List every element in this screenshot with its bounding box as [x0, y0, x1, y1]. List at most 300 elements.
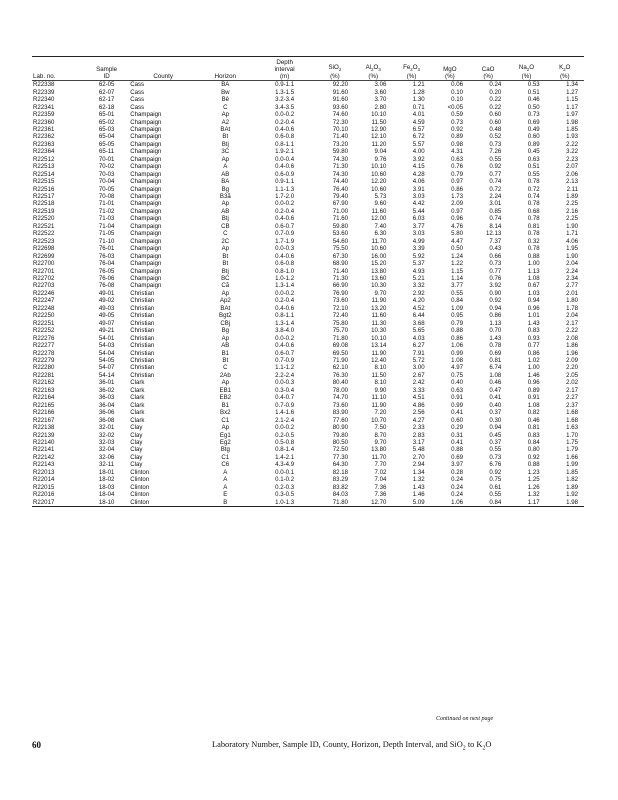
- cell-al2o3: 10.10: [371, 111, 387, 119]
- cell-k2o: 2.06: [566, 170, 578, 178]
- cell-sample-id: 49-21: [98, 327, 115, 335]
- cell-fe2o3: 3.03: [412, 193, 425, 201]
- cell-lab-no: R22013: [33, 468, 55, 476]
- cell-al2o3: 10.60: [371, 170, 387, 178]
- cell-cao: 0.77: [489, 170, 502, 178]
- table-row: [32, 432, 584, 439]
- table-row: [32, 379, 584, 386]
- cell-lab-no: R22360: [33, 118, 55, 126]
- cell-mgo: 0.24: [451, 491, 463, 499]
- cell-mgo: 0.91: [451, 394, 463, 402]
- cell-horizon: EB2: [219, 394, 232, 402]
- cell-sio2: 93.60: [332, 103, 349, 111]
- cell-county: Clay: [130, 446, 143, 454]
- cell-horizon: EB1: [219, 386, 232, 394]
- cell-na2o: 0.88: [527, 252, 540, 260]
- cell-k2o: 2.25: [566, 200, 578, 208]
- table-row: [32, 223, 584, 230]
- cell-county: Champaign: [130, 207, 162, 215]
- col-header-mgo: MgO (%): [443, 66, 457, 81]
- cell-cao: 0.92: [489, 468, 502, 476]
- table-row: [32, 141, 584, 148]
- table-row: [32, 268, 584, 275]
- cell-mgo: 0.84: [451, 297, 463, 305]
- cell-na2o: 0.78: [527, 200, 540, 208]
- table-row: [32, 238, 584, 245]
- cell-sio2: 74.30: [332, 170, 349, 178]
- cell-cao: 0.30: [489, 416, 502, 424]
- cell-cao: 0.94: [489, 304, 502, 312]
- cell-al2o3: 12.40: [371, 357, 387, 364]
- cell-fe2o3: 2.42: [412, 379, 425, 387]
- cell-depth: 3.8-4.0: [275, 327, 295, 335]
- cell-depth: 0.0-0.2: [275, 111, 295, 119]
- cell-al2o3: 9.76: [374, 155, 387, 163]
- cell-k2o: 1.17: [566, 103, 578, 111]
- cell-mgo: 0.73: [451, 118, 463, 126]
- cell-horizon: Bw: [221, 88, 230, 96]
- cell-al2o3: 9.90: [374, 386, 387, 394]
- cell-na2o: 0.92: [527, 453, 540, 461]
- table-row: [32, 350, 584, 357]
- cell-horizon: BA: [221, 81, 230, 89]
- cell-mgo: 0.75: [451, 371, 463, 379]
- cell-lab-no: R22164: [33, 394, 55, 402]
- cell-mgo: 5.80: [451, 230, 463, 238]
- cell-cao: 0.84: [489, 498, 502, 506]
- cell-na2o: 0.51: [527, 88, 540, 96]
- cell-lab-no: R22512: [33, 155, 55, 163]
- cell-cao: 8.14: [489, 222, 502, 230]
- table-row: [32, 499, 584, 506]
- cell-fe2o3: 4.99: [412, 237, 425, 245]
- cell-lab-no: R22703: [33, 282, 55, 290]
- cell-fe2o3: 4.52: [412, 304, 425, 312]
- cell-depth: 0.2-0.4: [275, 207, 295, 215]
- cell-county: Christian: [130, 357, 155, 364]
- table-row: [32, 253, 584, 260]
- cell-k2o: 1.82: [566, 476, 578, 484]
- cell-horizon: C1: [221, 453, 230, 461]
- cell-sio2: 72.40: [332, 312, 349, 320]
- cell-sample-id: 49-03: [98, 304, 115, 312]
- cell-al2o3: 10.60: [371, 245, 387, 253]
- cell-cao: 0.74: [489, 178, 502, 186]
- cell-cao: 7.26: [489, 148, 502, 156]
- cell-depth: 0.7-0.9: [275, 357, 295, 364]
- cell-depth: 1.3-1.4: [275, 319, 295, 327]
- cell-lab-no: R22250: [33, 312, 55, 320]
- cell-k2o: 2.20: [566, 364, 578, 372]
- cell-cao: 0.43: [489, 245, 502, 253]
- cell-mgo: 0.60: [451, 416, 463, 424]
- table-row: [32, 446, 584, 453]
- cell-al2o3: 11.50: [371, 118, 387, 126]
- cell-county: Champaign: [130, 267, 162, 275]
- cell-na2o: 1.43: [527, 319, 540, 327]
- cell-cao: 0.22: [489, 103, 502, 111]
- cell-na2o: 1.23: [527, 468, 540, 476]
- cell-lab-no: R22514: [33, 170, 55, 178]
- cell-al2o3: 11.60: [371, 312, 387, 320]
- cell-fe2o3: 5.37: [412, 260, 425, 268]
- cell-k2o: 1.27: [566, 88, 578, 96]
- table-row: [32, 156, 584, 163]
- cell-horizon: Ap: [221, 334, 230, 342]
- cell-depth: 0.7-0.9: [275, 401, 295, 409]
- cell-al2o3: 13.80: [371, 446, 387, 454]
- cell-fe2o3: 5.09: [412, 498, 425, 506]
- cell-sample-id: 71-02: [98, 207, 115, 215]
- cell-cao: 0.24: [489, 81, 502, 89]
- cell-sample-id: 76-01: [98, 245, 115, 253]
- cell-na2o: 0.94: [527, 297, 540, 305]
- cell-lab-no: R22279: [33, 357, 55, 364]
- cell-na2o: 0.46: [527, 96, 540, 104]
- cell-mgo: 0.63: [451, 386, 463, 394]
- cell-horizon: C6: [221, 461, 230, 469]
- page-number: 60: [32, 740, 41, 750]
- cell-sio2: 66.90: [332, 282, 349, 290]
- cell-cao: 0.73: [489, 453, 502, 461]
- cell-depth: 0.9-1.1: [275, 178, 295, 186]
- cell-horizon: Bê: [221, 96, 230, 104]
- cell-cao: 0.94: [489, 424, 502, 432]
- cell-lab-no: R22277: [33, 342, 55, 350]
- cell-mgo: 0.99: [451, 349, 463, 357]
- cell-county: Champaign: [130, 111, 162, 119]
- cell-cao: 1.43: [489, 334, 502, 342]
- cell-horizon: BAt: [220, 125, 231, 133]
- cell-horizon: Ap: [221, 424, 230, 432]
- cell-al2o3: 13.14: [371, 342, 387, 350]
- cell-al2o3: 11.10: [371, 394, 387, 402]
- cell-mgo: 1.06: [451, 342, 463, 350]
- cell-depth: 0.0-0.3: [275, 245, 295, 253]
- cell-cao: 0.77: [489, 267, 502, 275]
- cell-fe2o3: 6.44: [412, 312, 425, 320]
- cell-lab-no: R22341: [33, 103, 55, 111]
- cell-lab-no: R22523: [33, 237, 55, 245]
- cell-depth: 1.1-1.2: [275, 364, 295, 372]
- cell-sample-id: 65-04: [98, 133, 115, 141]
- cell-na2o: 0.80: [527, 446, 540, 454]
- cell-sample-id: 65-11: [99, 148, 115, 156]
- cell-mgo: 0.28: [451, 468, 463, 476]
- cell-depth: 0.8-1.1: [275, 312, 295, 320]
- cell-na2o: 0.81: [527, 424, 540, 432]
- cell-na2o: 0.83: [527, 327, 540, 335]
- cell-horizon: Ap: [221, 200, 230, 208]
- cell-sample-id: 71-04: [98, 222, 115, 230]
- cell-sample-id: 36-04: [98, 401, 115, 409]
- cell-lab-no: R22014: [33, 476, 55, 484]
- cell-horizon: Ap: [221, 155, 230, 163]
- cell-fe2o3: 5.65: [412, 327, 425, 335]
- cell-county: Cass: [130, 96, 145, 104]
- cell-sio2: 76.40: [332, 185, 349, 193]
- table-row: [32, 491, 584, 498]
- cell-horizon: C1: [221, 416, 230, 424]
- cell-fe2o3: 6.27: [412, 342, 425, 350]
- table-row: [32, 245, 584, 252]
- cell-depth: 0.4-0.6: [275, 125, 295, 133]
- cell-county: Christian: [130, 327, 155, 335]
- cell-al2o3: 10.70: [371, 416, 387, 424]
- cell-mgo: 0.86: [451, 334, 463, 342]
- cell-fe2o3: 5.48: [412, 446, 425, 454]
- cell-sample-id: 71-01: [98, 200, 115, 208]
- cell-na2o: 1.25: [527, 476, 540, 484]
- cell-depth: 0.2-0.4: [275, 118, 295, 126]
- cell-depth: 0.5-0.8: [275, 438, 295, 446]
- cell-sio2: 73.20: [332, 140, 349, 148]
- cell-sample-id: 65-02: [98, 118, 115, 126]
- cell-county: Clark: [130, 416, 145, 424]
- cell-fe2o3: 5.72: [412, 357, 425, 364]
- cell-horizon: Bgt2: [219, 312, 232, 320]
- cell-na2o: 0.81: [527, 222, 540, 230]
- cell-lab-no: R22339: [33, 88, 55, 96]
- cell-k2o: 1.97: [566, 111, 578, 119]
- cell-cao: 1.13: [489, 319, 502, 327]
- cell-sample-id: 70-02: [98, 163, 115, 171]
- cell-lab-no: R22143: [33, 461, 55, 469]
- cell-horizon: CBj: [220, 319, 231, 327]
- cell-lab-no: R22359: [33, 111, 55, 119]
- table-row: [32, 312, 584, 319]
- cell-al2o3: 7.02: [374, 468, 387, 476]
- cell-mgo: 0.99: [451, 401, 463, 409]
- cell-county: Champaign: [130, 163, 162, 171]
- table-row: [32, 230, 584, 237]
- cell-sio2: 71.80: [332, 498, 349, 506]
- cell-lab-no: R22340: [33, 96, 55, 104]
- cell-sio2: 82.18: [332, 468, 349, 476]
- cell-cao: 0.55: [489, 491, 502, 499]
- cell-sio2: 74.40: [332, 178, 349, 186]
- cell-cao: 6.74: [489, 364, 502, 372]
- cell-fe2o3: 4.42: [412, 200, 425, 208]
- cell-fe2o3: 3.00: [412, 364, 425, 372]
- cell-county: Champaign: [130, 155, 162, 163]
- table-row: [32, 163, 584, 170]
- table-row: [32, 200, 584, 207]
- cell-lab-no: R22246: [33, 289, 55, 297]
- cell-depth: 0.6-0.7: [275, 222, 295, 230]
- table-row: [32, 96, 584, 103]
- cell-lab-no: R22363: [33, 140, 55, 148]
- cell-k2o: 1.80: [566, 297, 578, 305]
- cell-mgo: 0.41: [451, 438, 463, 446]
- cell-sample-id: 32-03: [98, 438, 115, 446]
- cell-county: Clinton: [130, 476, 150, 484]
- cell-sio2: 71.00: [332, 207, 349, 215]
- cell-na2o: 0.89: [527, 386, 540, 394]
- cell-k2o: 1.85: [566, 125, 578, 133]
- cell-depth: 1.4-2.1: [275, 453, 295, 461]
- cell-mgo: 0.10: [451, 88, 463, 96]
- cell-horizon: Ap2: [219, 297, 231, 305]
- cell-sample-id: 18-04: [98, 491, 115, 499]
- cell-sio2: 59.80: [332, 148, 349, 156]
- cell-k2o: 2.02: [566, 379, 578, 387]
- cell-k2o: 1.78: [566, 304, 578, 312]
- cell-horizon: C: [223, 103, 228, 111]
- cell-county: Champaign: [130, 178, 162, 186]
- cell-cao: 0.55: [489, 155, 502, 163]
- cell-sample-id: 62-05: [98, 81, 115, 89]
- cell-cao: 0.55: [489, 446, 502, 454]
- cell-mgo: 0.79: [451, 170, 463, 178]
- cell-county: Cass: [130, 103, 145, 111]
- table-row: [32, 372, 584, 379]
- cell-horizon: A: [223, 468, 228, 476]
- cell-horizon: Bt: [222, 133, 229, 141]
- cell-fe2o3: 4.00: [412, 148, 425, 156]
- cell-cao: 0.75: [489, 476, 502, 484]
- cell-horizon: Btj: [221, 140, 229, 148]
- cell-na2o: 0.69: [527, 118, 540, 126]
- cell-fe2o3: 4.27: [412, 416, 425, 424]
- cell-sample-id: 18-01: [98, 468, 115, 476]
- cell-al2o3: 11.90: [371, 349, 387, 357]
- data-table: [32, 57, 584, 506]
- cell-mgo: 0.41: [451, 409, 463, 417]
- cell-sio2: 62.10: [332, 364, 349, 372]
- cell-na2o: 1.26: [527, 483, 540, 491]
- cell-horizon: A: [223, 163, 228, 171]
- cell-sio2: 53.60: [332, 230, 349, 238]
- cell-county: Champaign: [130, 185, 162, 193]
- cell-k2o: 1.98: [566, 498, 578, 506]
- table-row: [32, 126, 584, 133]
- cell-na2o: 0.83: [527, 431, 540, 439]
- cell-county: Clay: [130, 453, 143, 461]
- cell-cao: 0.70: [489, 327, 502, 335]
- cell-sample-id: 36-06: [98, 409, 115, 417]
- cell-fe2o3: 2.56: [412, 409, 425, 417]
- cell-fe2o3: 2.70: [412, 453, 425, 461]
- cell-lab-no: R22520: [33, 215, 55, 223]
- cell-k2o: 1.68: [566, 409, 578, 417]
- cell-al2o3: 3.60: [374, 88, 387, 96]
- cell-k2o: 1.75: [566, 438, 578, 446]
- cell-cao: 2.24: [489, 193, 502, 201]
- cell-depth: 3.4-3.5: [275, 103, 295, 111]
- cell-mgo: 0.96: [451, 215, 463, 223]
- cell-horizon: Ap: [221, 245, 230, 253]
- cell-al2o3: 7.50: [374, 424, 387, 432]
- cell-k2o: 1.79: [566, 446, 578, 454]
- cell-lab-no: R22165: [33, 401, 55, 409]
- cell-lab-no: R22701: [33, 267, 55, 275]
- cell-depth: 0.4-0.6: [275, 215, 295, 223]
- cell-fe2o3: 5.57: [412, 140, 425, 148]
- cell-depth: 0.8-1.4: [275, 446, 295, 454]
- table-row: [32, 133, 584, 140]
- cell-al2o3: 9.60: [374, 200, 387, 208]
- cell-k2o: 2.04: [566, 260, 578, 268]
- cell-sio2: 71.40: [332, 267, 349, 275]
- cell-fe2o3: 3.32: [412, 282, 425, 290]
- cell-mgo: 0.29: [451, 424, 463, 432]
- cell-cao: 0.61: [489, 483, 502, 491]
- cell-lab-no: R22281: [33, 371, 55, 379]
- cell-horizon: Bg: [221, 327, 230, 335]
- cell-county: Champaign: [130, 170, 162, 178]
- cell-sample-id: 32-01: [98, 424, 115, 432]
- cell-na2o: 0.72: [527, 185, 540, 193]
- cell-depth: 0.0-0.1: [275, 468, 295, 476]
- cell-al2o3: 12.20: [371, 178, 387, 186]
- cell-k2o: 2.16: [566, 207, 578, 215]
- cell-sio2: 77.60: [332, 416, 349, 424]
- table-row: [32, 320, 584, 327]
- cell-mgo: 0.40: [451, 379, 463, 387]
- cell-sio2: 71.90: [332, 357, 349, 364]
- cell-al2o3: 7.20: [374, 409, 387, 417]
- cell-k2o: 1.95: [566, 245, 578, 253]
- cell-sio2: 69.08: [332, 342, 349, 350]
- cell-k2o: 2.04: [566, 312, 578, 320]
- cell-lab-no: R22140: [33, 438, 55, 446]
- cell-sio2: 59.80: [332, 222, 349, 230]
- cell-lab-no: R22702: [33, 275, 55, 283]
- col-header-horizon: Horizon: [214, 73, 236, 81]
- cell-sample-id: 62-07: [98, 88, 115, 96]
- cell-fe2o3: 1.32: [412, 476, 425, 484]
- col-header-fe2o3: $Fe_2O_3$ (%): [403, 64, 420, 81]
- cell-sample-id: 70-08: [98, 193, 115, 201]
- cell-mgo: 0.76: [451, 163, 463, 171]
- col-header-lab-no: Lab. no.: [33, 73, 56, 81]
- cell-al2o3: 9.04: [374, 148, 387, 156]
- cell-county: Champaign: [130, 230, 162, 238]
- cell-horizon: B1: [221, 349, 230, 357]
- cell-fe2o3: 5.92: [412, 252, 425, 260]
- table-row: [32, 178, 584, 185]
- cell-county: Clay: [130, 431, 143, 439]
- cell-al2o3: 11.90: [371, 297, 387, 305]
- cell-al2o3: 12.70: [371, 498, 387, 506]
- cell-sample-id: 49-01: [98, 289, 115, 297]
- col-header-sio2: SiO$_2$ (%): [328, 64, 342, 81]
- cell-sio2: 71.80: [332, 334, 349, 342]
- cell-sio2: 67.90: [332, 200, 349, 208]
- cell-al2o3: 8.10: [374, 364, 387, 372]
- cell-depth: 2.1-2.4: [275, 416, 295, 424]
- cell-cao: 7.37: [489, 237, 502, 245]
- table-row: [32, 186, 584, 193]
- cell-depth: 1.1-1.3: [275, 185, 295, 193]
- table-row: [32, 387, 584, 394]
- cell-al2o3: 5.73: [374, 193, 387, 201]
- cell-county: Christian: [130, 319, 155, 327]
- cell-fe2o3: 4.20: [412, 297, 425, 305]
- cell-al2o3: 7.36: [374, 491, 387, 499]
- cell-al2o3: 12.90: [371, 125, 387, 133]
- cell-mgo: 0.69: [451, 453, 463, 461]
- cell-lab-no: R22517: [33, 193, 55, 201]
- cell-cao: 0.72: [489, 185, 502, 193]
- table-row: [32, 357, 584, 364]
- cell-al2o3: 7.70: [374, 461, 387, 469]
- cell-k2o: 2.24: [566, 267, 578, 275]
- cell-county: Champaign: [130, 252, 162, 260]
- cell-depth: 0.2-0.4: [275, 297, 295, 305]
- cell-mgo: 1.73: [451, 193, 463, 201]
